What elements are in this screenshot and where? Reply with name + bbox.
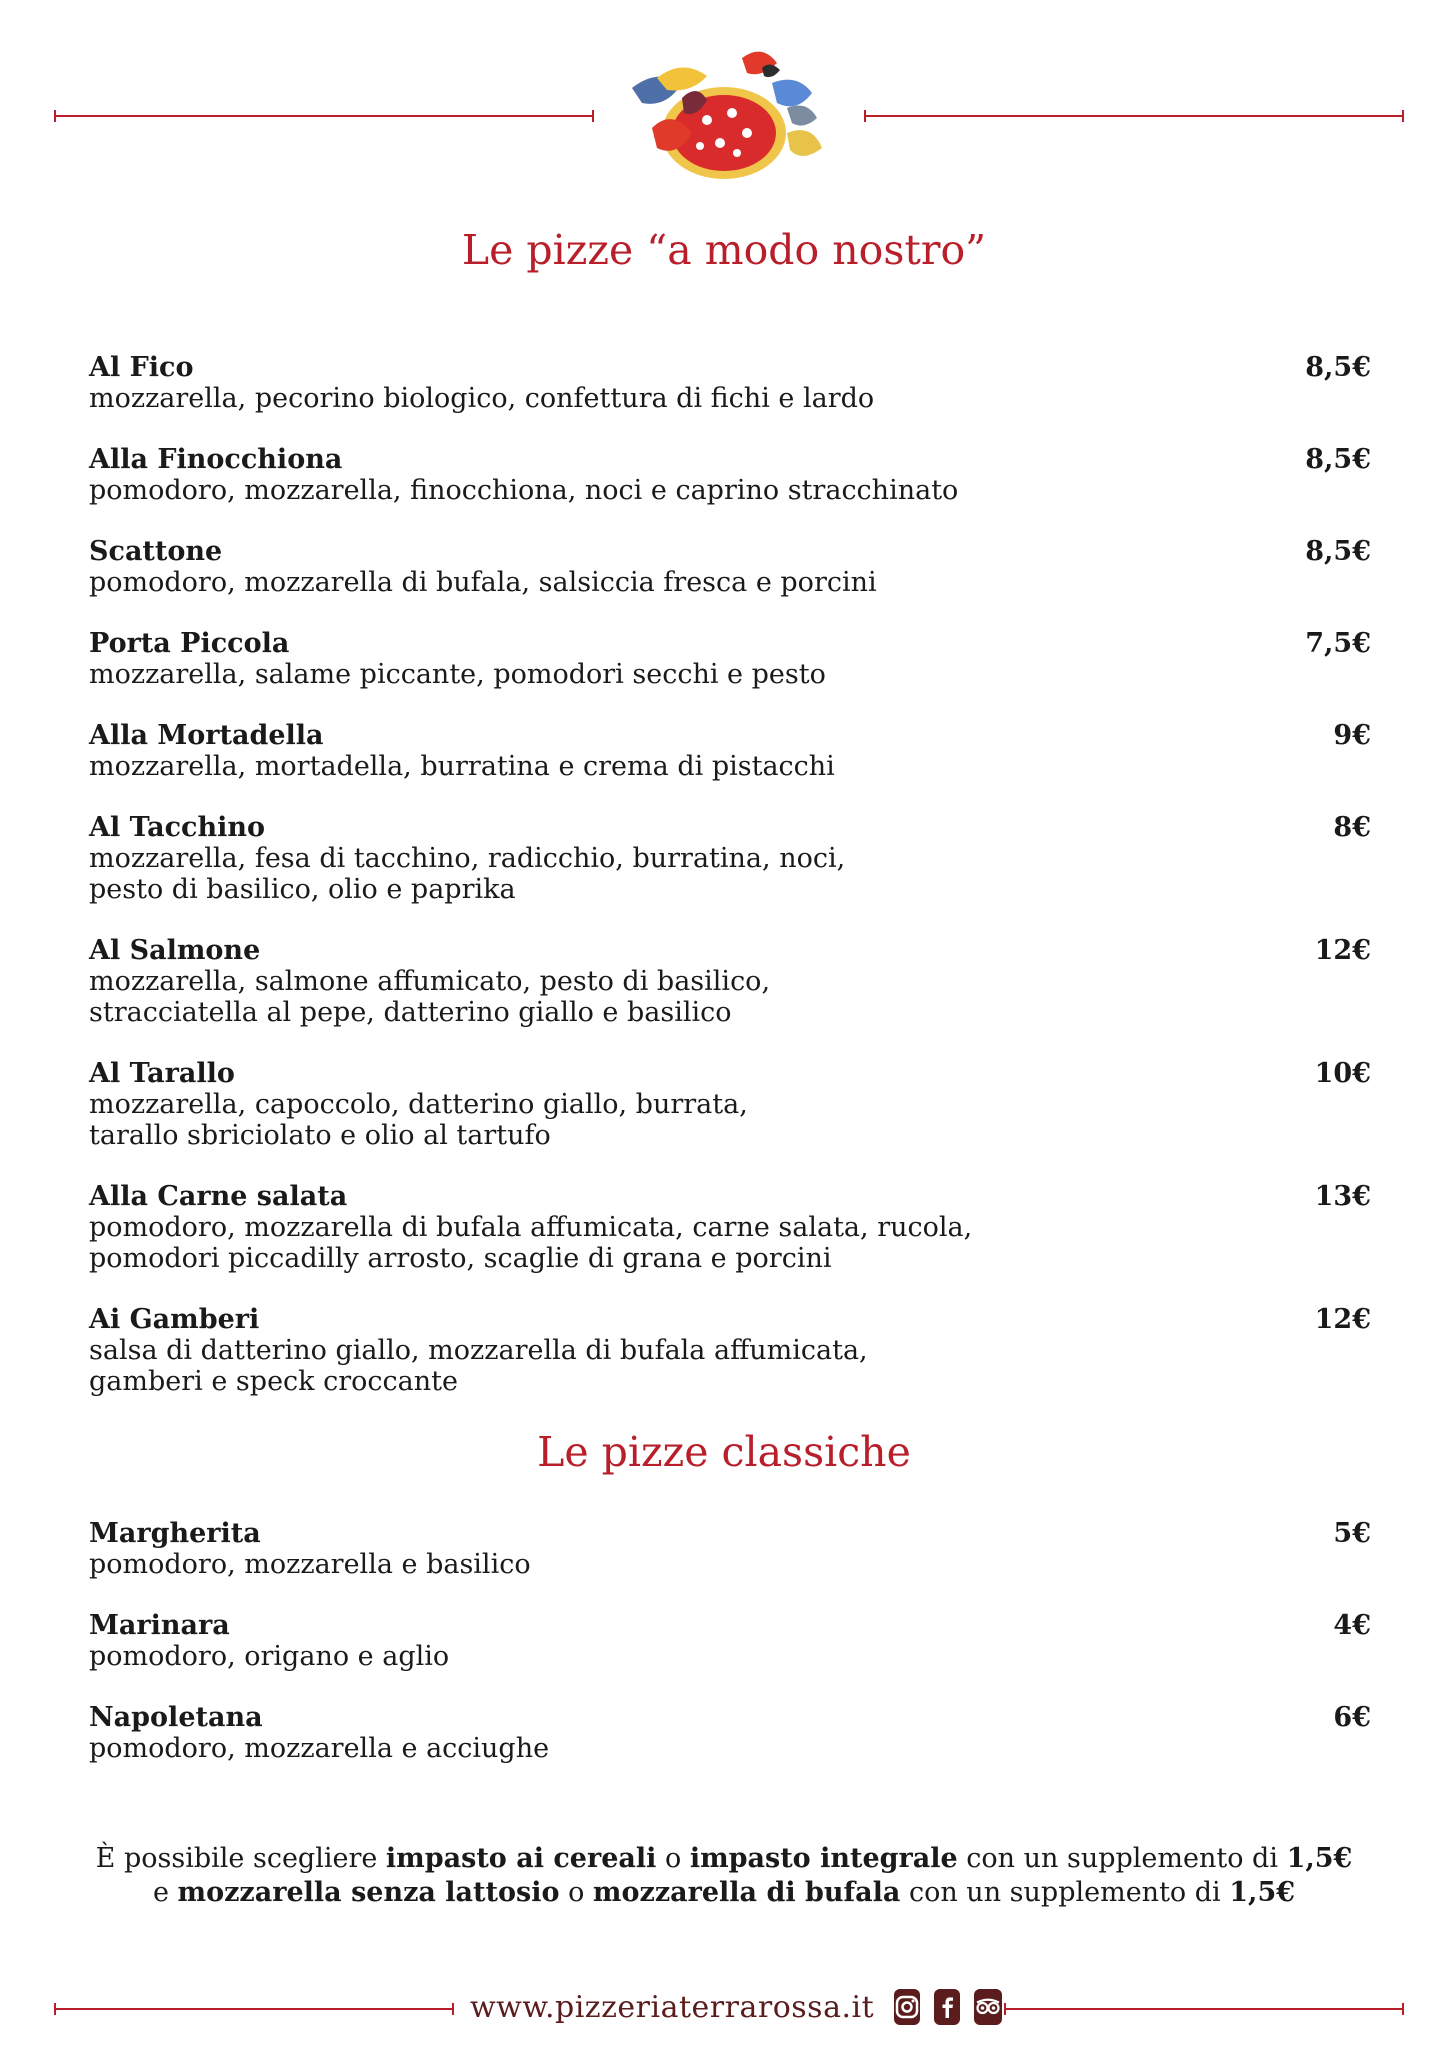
menu-item: [89, 1610, 1371, 1672]
top-right-divider: [864, 115, 1404, 117]
menu-item: [89, 1181, 1371, 1274]
menu-item: [89, 1304, 1371, 1397]
item-name: Alla Mortadella: [89, 720, 324, 751]
item-description: pomodoro, mozzarella e basilico: [89, 1549, 531, 1580]
item-description: mozzarella, salmone affumicato, pesto di basilico, stracciatella al pepe, datterino giallo e basilico: [89, 966, 771, 1028]
bottom-left-divider: [54, 2008, 454, 2010]
supplement-note: [0, 1842, 1448, 1910]
note-bold: impasto integrale: [689, 1843, 958, 1874]
note-bold: impasto ai cereali: [385, 1843, 657, 1874]
note-text: con un supplemento di: [900, 1877, 1230, 1908]
item-description: pomodoro, mozzarella, finocchiona, noci e caprino stracchinato: [89, 475, 959, 506]
item-name: Ai Gamberi: [89, 1304, 260, 1335]
item-name: Al Tacchino: [89, 812, 266, 843]
item-price: 8,5€: [1305, 444, 1371, 475]
note-bold: mozzarella di bufala: [592, 1877, 901, 1908]
item-description: pomodoro, mozzarella e acciughe: [89, 1733, 550, 1764]
item-name: Alla Carne salata: [89, 1181, 348, 1212]
bottom-right-divider: [1004, 2008, 1404, 2010]
menu-item: [89, 444, 1371, 506]
menu-item: [89, 812, 1371, 905]
menu-item: [89, 720, 1371, 782]
item-price: 9€: [1333, 720, 1371, 751]
note-bold: 1,5€: [1286, 1843, 1353, 1874]
item-name: Marinara: [89, 1610, 230, 1641]
website-link[interactable]: www.pizzeriaterrarossa.it: [470, 1989, 875, 2025]
item-description: mozzarella, salame piccante, pomodori secchi e pesto: [89, 659, 826, 690]
pizza-logo-icon: [612, 38, 840, 198]
menu-list-nostro: [89, 352, 1371, 1427]
item-price: 8,5€: [1305, 536, 1371, 567]
note-text: o: [656, 1843, 690, 1874]
note-bold: mozzarella senza lattosio: [177, 1877, 560, 1908]
note-text: con un supplemento di: [957, 1843, 1287, 1874]
footer: [470, 1984, 990, 2030]
item-name: Scattone: [89, 536, 223, 567]
note-line-2: [0, 1876, 1448, 1910]
item-description: salsa di datterino giallo, mozzarella di bufala affumicata, gamberi e speck croccante: [89, 1335, 868, 1397]
item-price: 12€: [1314, 1304, 1371, 1335]
note-text: È possibile scegliere: [95, 1843, 386, 1874]
item-description: pomodoro, mozzarella di bufala, salsiccia fresca e porcini: [89, 567, 877, 598]
item-price: 12€: [1314, 935, 1371, 966]
facebook-icon[interactable]: [934, 1989, 960, 2025]
item-price: 4€: [1333, 1610, 1371, 1641]
menu-item: [89, 1058, 1371, 1151]
item-name: Al Fico: [89, 352, 194, 383]
item-description: pomodoro, origano e aglio: [89, 1641, 450, 1672]
instagram-icon[interactable]: [894, 1989, 920, 2025]
item-description: mozzarella, fesa di tacchino, radicchio, burratina, noci, pesto di basilico, olio e paprika: [89, 843, 846, 905]
item-description: pomodoro, mozzarella di bufala affumicata, carne salata, rucola, pomodori piccadilly arrosto, scaglie di grana e porcini: [89, 1212, 973, 1274]
menu-item: [89, 1702, 1371, 1764]
item-price: 6€: [1333, 1702, 1371, 1733]
item-name: Margherita: [89, 1518, 261, 1549]
item-price: 13€: [1314, 1181, 1371, 1212]
item-name: Porta Piccola: [89, 628, 290, 659]
item-name: Alla Finocchiona: [89, 444, 343, 475]
note-text: o: [559, 1877, 593, 1908]
menu-item: [89, 628, 1371, 690]
item-name: Al Salmone: [89, 935, 261, 966]
section-title-nostro: Le pizze “a modo nostro”: [461, 226, 987, 274]
note-text: e: [152, 1877, 178, 1908]
item-name: Al Tarallo: [89, 1058, 235, 1089]
menu-item: [89, 536, 1371, 598]
item-price: 10€: [1314, 1058, 1371, 1089]
menu-item: [89, 1518, 1371, 1580]
note-line-1: [0, 1842, 1448, 1876]
item-price: 8,5€: [1305, 352, 1371, 383]
tripadvisor-icon[interactable]: [974, 1989, 1002, 2025]
item-price: 5€: [1333, 1518, 1371, 1549]
menu-item: [89, 352, 1371, 414]
item-description: mozzarella, capoccolo, datterino giallo, burrata, tarallo sbriciolato e olio al tartufo: [89, 1089, 748, 1151]
menu-item: [89, 935, 1371, 1028]
item-description: mozzarella, mortadella, burratina e crema di pistacchi: [89, 751, 835, 782]
item-description: mozzarella, pecorino biologico, confettura di fichi e lardo: [89, 383, 875, 414]
section-title-classiche: Le pizze classiche: [537, 1428, 911, 1476]
item-name: Napoletana: [89, 1702, 263, 1733]
menu-list-classiche: [89, 1518, 1371, 1794]
top-left-divider: [54, 115, 594, 117]
item-price: 7,5€: [1305, 628, 1371, 659]
note-bold: 1,5€: [1229, 1877, 1296, 1908]
item-price: 8€: [1333, 812, 1371, 843]
